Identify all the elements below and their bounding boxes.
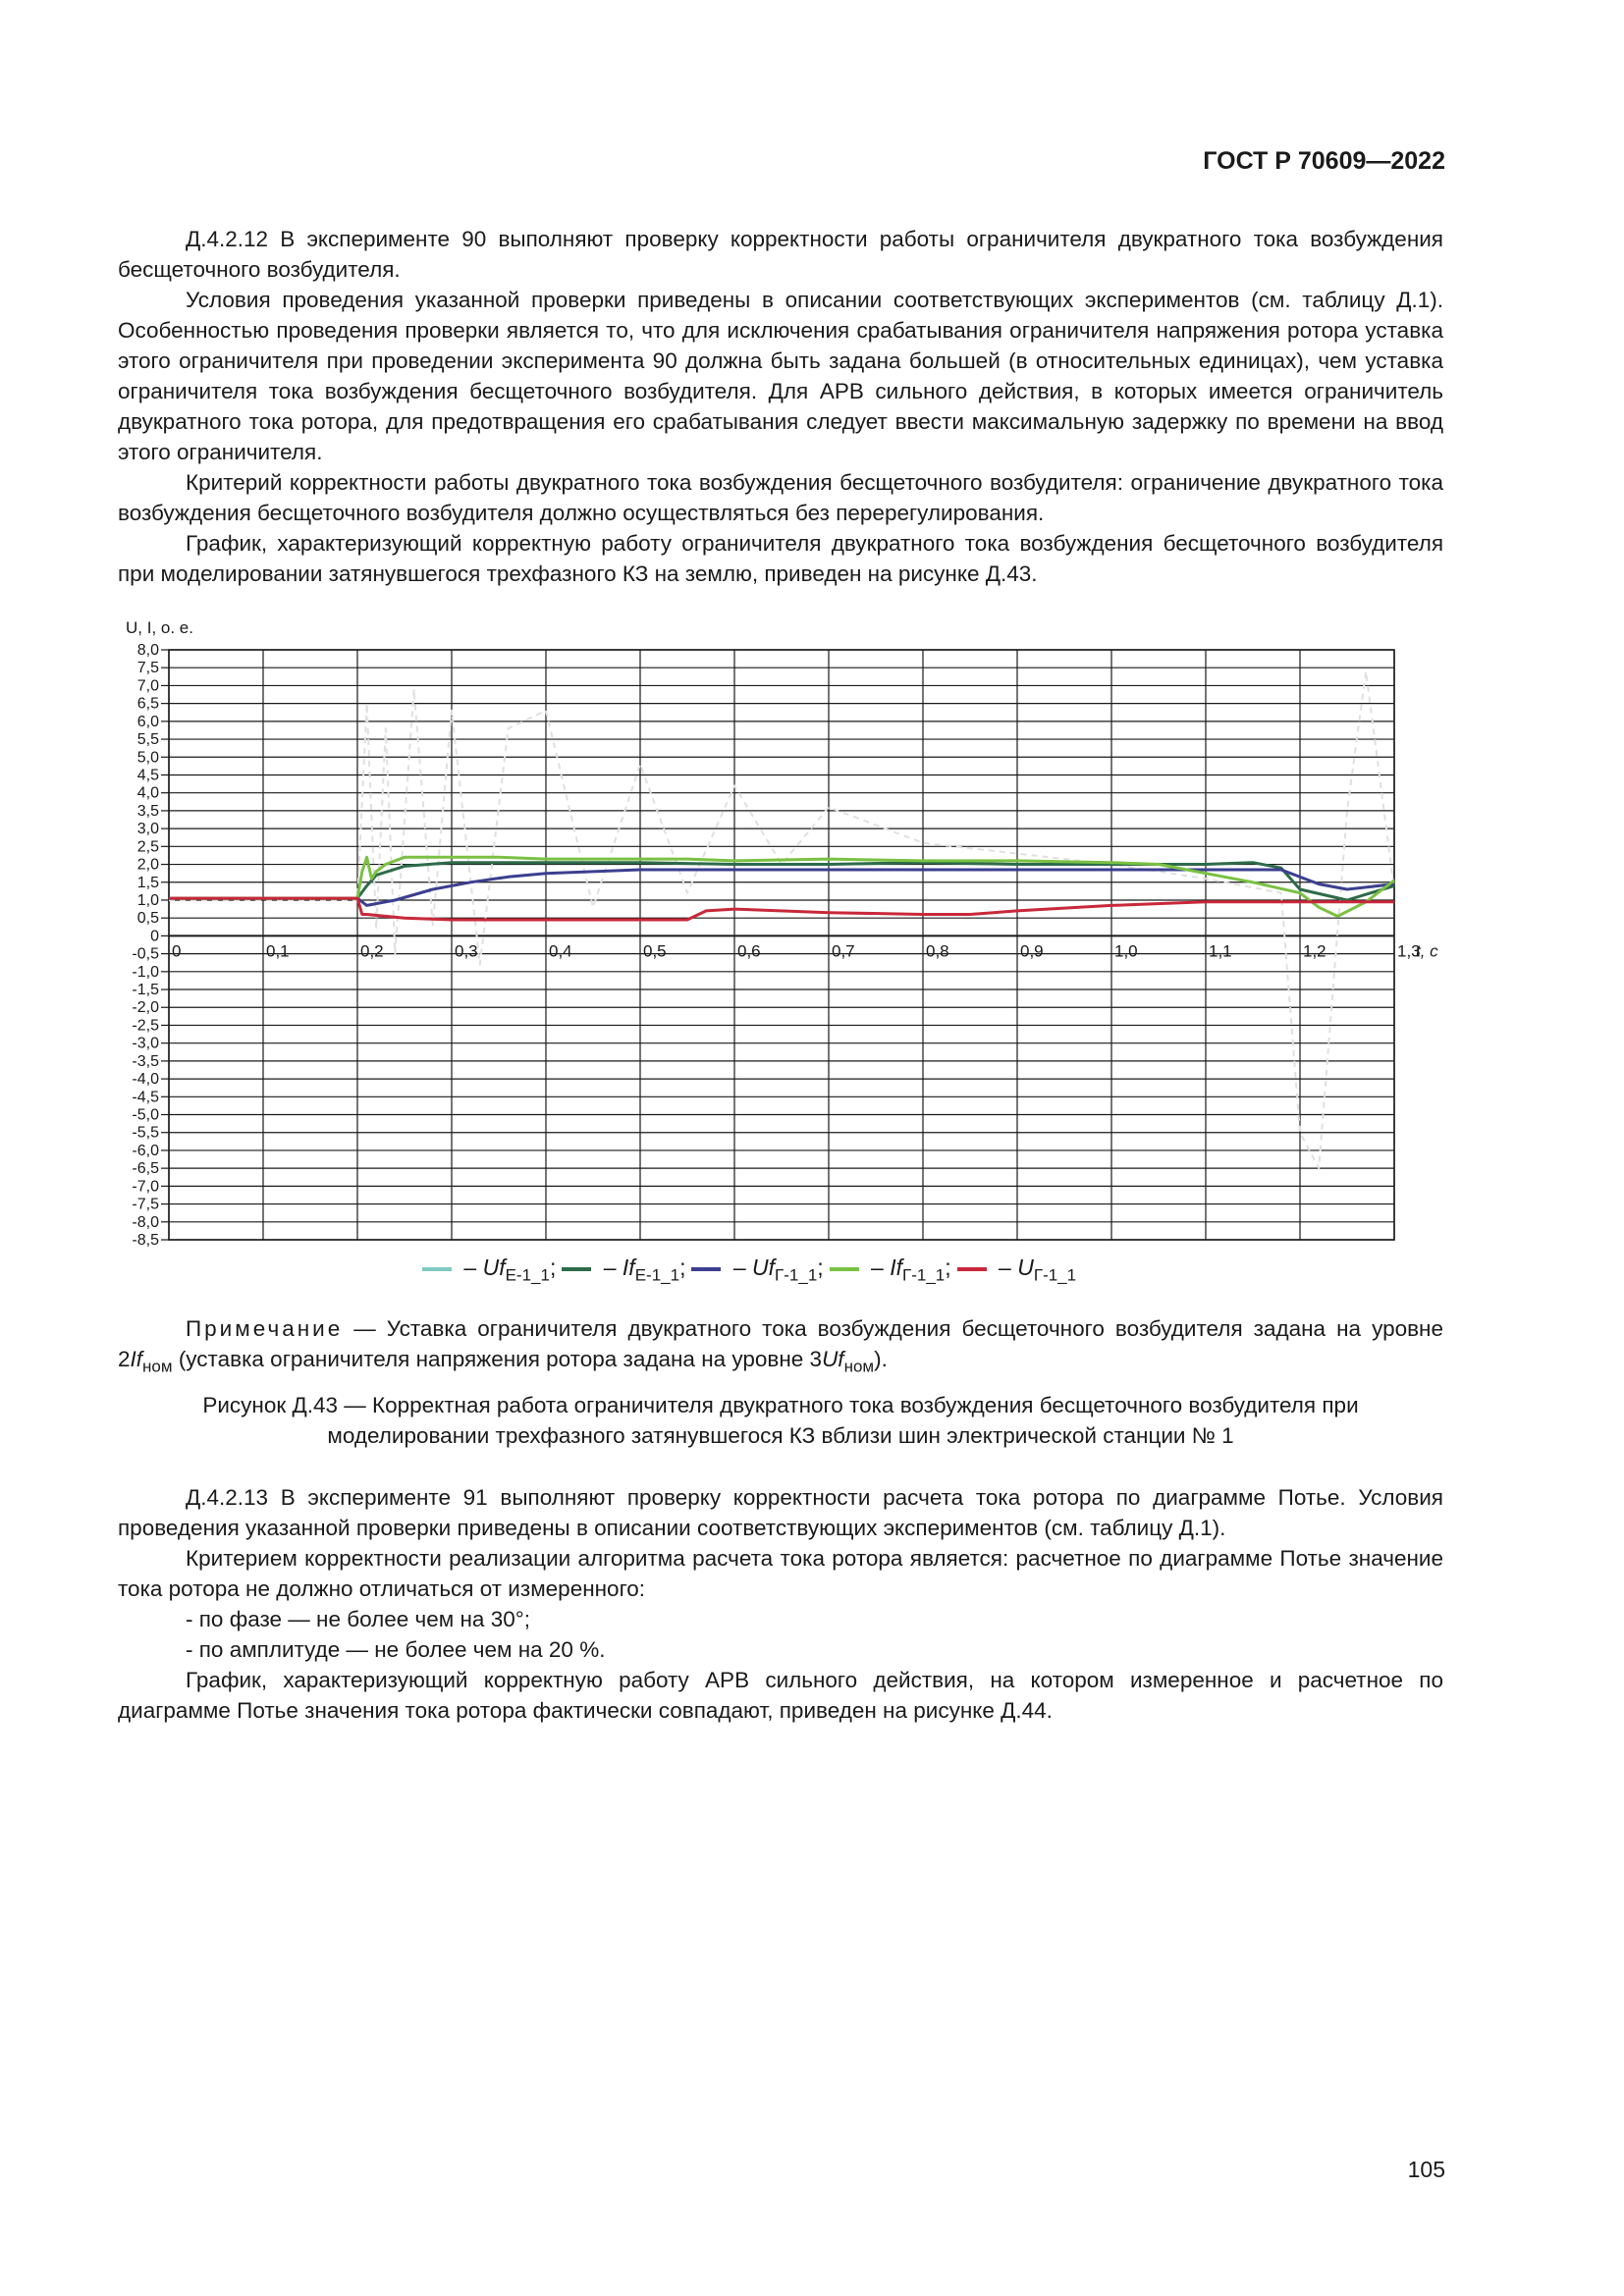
legend-swatch — [422, 1267, 452, 1271]
x-tick-label: 0,3 — [455, 941, 478, 961]
legend-swatch — [957, 1267, 987, 1271]
x-tick-label: 1,1 — [1209, 941, 1232, 961]
x-tick-label: 0,8 — [926, 941, 949, 961]
figure-caption — [118, 1390, 1443, 1451]
x-tick-label: 0,5 — [643, 941, 667, 961]
bottom-text-block — [118, 1482, 1443, 1726]
note-text: — Уставка ограничителя двукратного тока возбуждения бесщеточного возбудителя задана на уровне 2 — [118, 1316, 1443, 1371]
legend-sub: Е-1_1 — [505, 1265, 550, 1285]
y-tick-label: 6,0 — [136, 713, 159, 730]
note-text: ). — [874, 1347, 888, 1371]
paragraph: Условия проведения указанной проверки приведены в описании соответствующих экспериментов (см. таблицу Д.1). Особенностью проведения проверки является то, что для исключения срабатывания ограничителя напряжения ротора уставка этого ограничителя при проведении эксперимента 90 должна быть задана большей (в относительных единицах), чем уставка ограничителя тока возбуждения бесщеточного возбудителя. Для АРВ сильного действия, в которых имеется ограничитель двукратного тока ротора, для предотвращения его срабатывания следует ввести максимальную задержку по времени на ввод этого ограничителя. — [118, 288, 1443, 464]
note-var: If — [130, 1347, 143, 1371]
y-tick-label: -7,5 — [132, 1196, 159, 1213]
legend-entry — [830, 1255, 951, 1285]
y-tick-label: 7,0 — [136, 677, 159, 695]
x-tick-label: 1,3 — [1397, 941, 1421, 961]
y-tick-label: 3,0 — [136, 821, 159, 838]
paragraph: График, характеризующий корректную работу АРВ сильного действия, на котором измеренное и расчетное по диаграмме Потье значения тока ротора фактически совпадают, приведен на рисунке Д.44. — [118, 1668, 1443, 1723]
chart-legend — [422, 1255, 1082, 1286]
legend-var: If — [622, 1255, 635, 1280]
y-tick-label: -6,0 — [132, 1142, 159, 1159]
y-tick-label: 4,0 — [136, 784, 159, 802]
document-number: ГОСТ Р 70609—2022 — [1203, 147, 1445, 175]
y-tick-label: -6,5 — [132, 1160, 159, 1178]
series-line-IfE-1_1 — [169, 863, 1394, 900]
legend-suffix: ; — [945, 1255, 951, 1280]
y-tick-label: 2,0 — [136, 856, 159, 874]
x-tick-label: 1,0 — [1114, 941, 1138, 961]
y-tick-label: 0 — [150, 928, 159, 945]
x-tick-label: 0 — [172, 941, 182, 961]
legend-swatch — [691, 1267, 721, 1271]
paragraph: Критерий корректности работы двукратного тока возбуждения бесщеточного возбудителя: ограничение двукратного тока возбуждения бесщеточного возбудителя должно осуществляться без перерегулирования. — [118, 470, 1443, 525]
legend-suffix: ; — [549, 1255, 557, 1280]
note-var: Uf — [822, 1347, 844, 1371]
legend-entry — [422, 1255, 557, 1285]
legend-sub: Г-1_1 — [902, 1265, 946, 1285]
series-line-IfГ-1_1 — [169, 857, 1394, 916]
y-tick-label: 8,0 — [136, 642, 159, 659]
series-line-UfE-1_1 — [169, 671, 1394, 1168]
legend-dash: – — [727, 1255, 753, 1280]
x-tick-label: 0,2 — [360, 941, 384, 961]
y-tick-label: -3,0 — [132, 1035, 159, 1052]
y-tick-label: 1,5 — [136, 874, 159, 891]
y-tick-label: 6,5 — [136, 695, 159, 713]
y-tick-label: -8,5 — [132, 1232, 159, 1249]
paragraph: Критерием корректности реализации алгоритма расчета тока ротора является: расчетное по диаграмме Потье значение тока ротора не должно отличаться от измеренного: — [118, 1546, 1443, 1601]
y-tick-label: -2,0 — [132, 999, 159, 1017]
y-tick-label: -0,5 — [132, 945, 159, 963]
legend-var: U — [1017, 1255, 1034, 1280]
legend-var: If — [890, 1255, 903, 1280]
note-label: Примечание — [186, 1316, 344, 1341]
note-sub: ном — [142, 1357, 173, 1376]
y-tick-label: 5,5 — [136, 731, 159, 749]
y-tick-label: 1,0 — [136, 891, 159, 909]
legend-suffix: ; — [817, 1255, 824, 1280]
legend-dash: – — [597, 1255, 623, 1280]
y-tick-label: 7,5 — [136, 660, 159, 677]
y-tick-label: -7,0 — [132, 1178, 159, 1196]
y-tick-label: -5,5 — [132, 1124, 159, 1142]
legend-swatch — [562, 1267, 591, 1271]
legend-dash: – — [864, 1255, 891, 1280]
y-tick-label: -3,5 — [132, 1052, 159, 1070]
y-tick-label: -4,0 — [132, 1071, 159, 1089]
list-item: - по амплитуде — не более чем на 20 %. — [186, 1637, 606, 1662]
legend-entry — [957, 1255, 1077, 1285]
y-tick-label: 2,5 — [136, 838, 159, 856]
x-tick-label: 0,4 — [549, 941, 572, 961]
y-tick-label: -1,5 — [132, 982, 159, 999]
y-tick-label: -8,0 — [132, 1213, 159, 1231]
y-tick-label: 3,5 — [136, 802, 159, 820]
list-item: - по фазе — не более чем на 30°; — [186, 1607, 530, 1631]
legend-swatch — [830, 1267, 859, 1271]
figure-note — [118, 1313, 1443, 1382]
legend-sub: Е-1_1 — [634, 1265, 680, 1285]
legend-var: Uf — [482, 1255, 506, 1280]
paragraph: Д.4.2.12 В эксперименте 90 выполняют проверку корректности работы ограничителя двукратного тока возбуждения бесщеточного возбудителя. — [118, 227, 1443, 282]
note-text: (уставка ограничителя напряжения ротора задана на уровне 3 — [172, 1347, 823, 1371]
legend-dash: – — [992, 1255, 1018, 1280]
legend-dash: – — [458, 1255, 483, 1280]
y-tick-label: -4,5 — [132, 1089, 159, 1106]
x-tick-label: 0,1 — [266, 941, 290, 961]
note-sub: ном — [843, 1357, 875, 1376]
page-number: 105 — [1407, 2157, 1445, 2182]
y-tick-label: -2,5 — [132, 1017, 159, 1035]
x-axis-label: t, с — [1416, 941, 1438, 961]
legend-var: Uf — [752, 1255, 776, 1280]
y-tick-label: 0,5 — [136, 910, 159, 928]
y-tick-label: 5,0 — [136, 749, 159, 767]
y-axis-label: U, I, о. е. — [126, 618, 193, 637]
y-tick-label: 4,5 — [136, 767, 159, 784]
series-line-UГ-1_1 — [169, 898, 1394, 920]
y-tick-label: -5,0 — [132, 1106, 159, 1124]
x-tick-label: 1,2 — [1303, 941, 1326, 961]
x-tick-label: 0,6 — [737, 941, 761, 961]
legend-entry — [562, 1255, 686, 1285]
x-tick-label: 0,7 — [832, 941, 855, 961]
caption-line: Рисунок Д.43 — Корректная работа ограничителя двукратного тока возбуждения бесщеточного возбудителя при — [202, 1393, 1359, 1417]
y-tick-label: -1,0 — [132, 963, 159, 981]
legend-entry — [691, 1255, 824, 1285]
paragraph: График, характеризующий корректную работу ограничителя двукратного тока возбуждения бесщеточного возбудителя при моделировании затянувшегося трехфазного КЗ на землю, приведен на рисунке Д.43. — [118, 531, 1443, 586]
paragraph: Д.4.2.13 В эксперименте 91 выполняют проверку корректности расчета тока ротора по диаграмме Потье. Условия проведения указанной проверки приведены в описании соответствующих экспериментов (см. таблицу Д.1). — [118, 1485, 1443, 1540]
legend-sub: Г-1_1 — [1033, 1265, 1077, 1285]
x-tick-label: 0,9 — [1020, 941, 1044, 961]
caption-line: моделировании трехфазного затянувшегося КЗ вблизи шин электрической станции № 1 — [327, 1423, 1234, 1448]
legend-suffix: ; — [679, 1255, 686, 1280]
legend-sub: Г-1_1 — [775, 1265, 818, 1285]
